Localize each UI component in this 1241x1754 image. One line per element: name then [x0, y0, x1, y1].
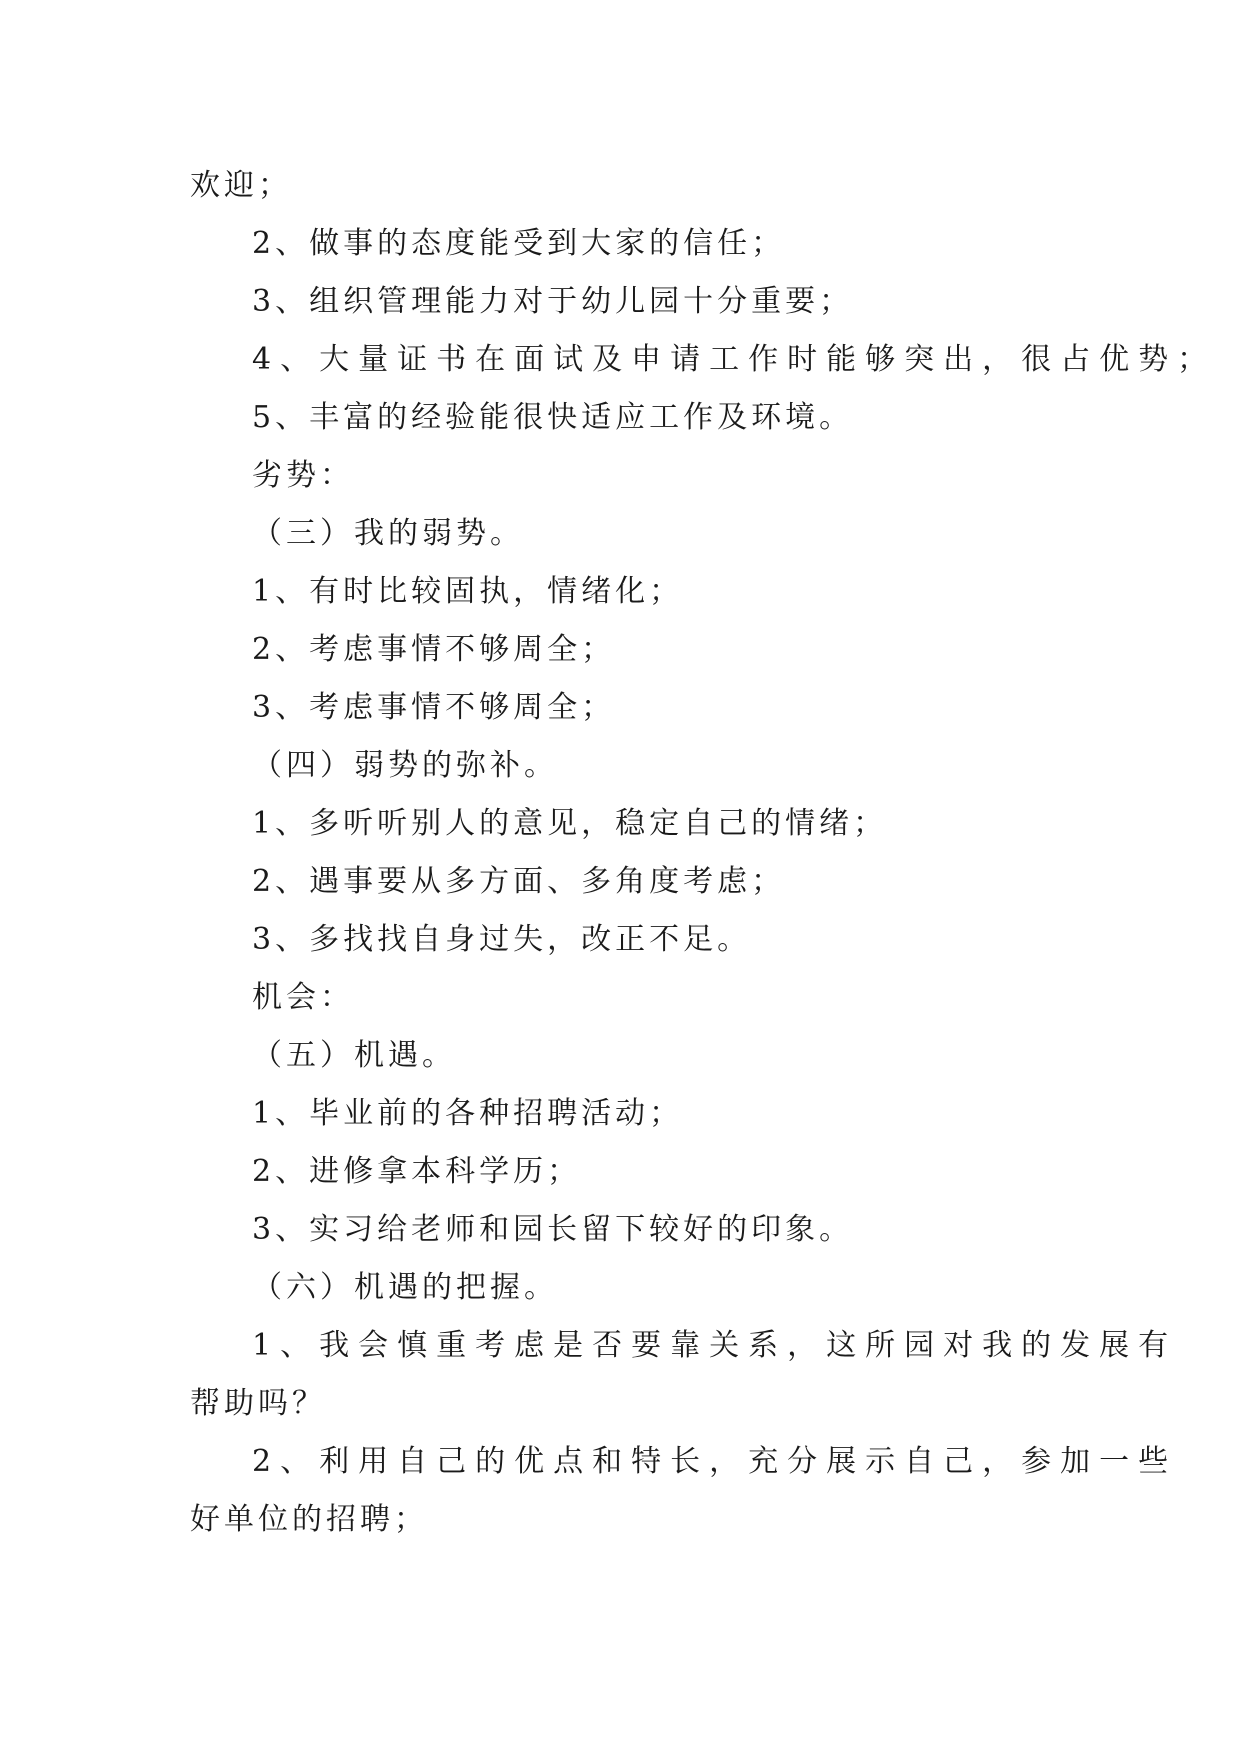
- text-line: 机会：: [252, 980, 354, 1015]
- section-heading: （四）弱势的弥补。: [252, 748, 558, 783]
- text-line: 劣势：: [252, 458, 354, 493]
- text-line: 1、多听听别人的意见，稳定自己的情绪；: [252, 806, 888, 841]
- text-line: 好单位的招聘；: [190, 1502, 428, 1537]
- text-line: 2、考虑事情不够周全；: [252, 632, 616, 667]
- section-heading: （六）机遇的把握。: [252, 1270, 558, 1305]
- text-line: 欢迎；: [190, 168, 292, 203]
- text-line: 2、利用自己的优点和特长，充分展示自己，参加一些: [252, 1444, 1178, 1479]
- text-line: 5、丰富的经验能很快适应工作及环境。: [252, 400, 854, 435]
- text-line: 3、实习给老师和园长留下较好的印象。: [252, 1212, 854, 1247]
- text-line: 1、毕业前的各种招聘活动；: [252, 1096, 684, 1131]
- text-line: 3、考虑事情不够周全；: [252, 690, 616, 725]
- text-line: 2、进修拿本科学历；: [252, 1154, 582, 1189]
- text-line: 2、遇事要从多方面、多角度考虑；: [252, 864, 786, 899]
- text-line: 1、有时比较固执，情绪化；: [252, 574, 684, 609]
- text-line: 2、做事的态度能受到大家的信任；: [252, 226, 786, 261]
- text-line: 帮助吗？: [190, 1386, 326, 1421]
- text-line: 3、多找找自身过失，改正不足。: [252, 922, 752, 957]
- text-line: 4、大量证书在面试及申请工作时能够突出，很占优势；: [252, 342, 1217, 377]
- section-heading: （三）我的弱势。: [252, 516, 524, 551]
- section-heading: （五）机遇。: [252, 1038, 456, 1073]
- text-line: 1、我会慎重考虑是否要靠关系，这所园对我的发展有: [252, 1328, 1178, 1363]
- text-line: 3、组织管理能力对于幼儿园十分重要；: [252, 284, 854, 319]
